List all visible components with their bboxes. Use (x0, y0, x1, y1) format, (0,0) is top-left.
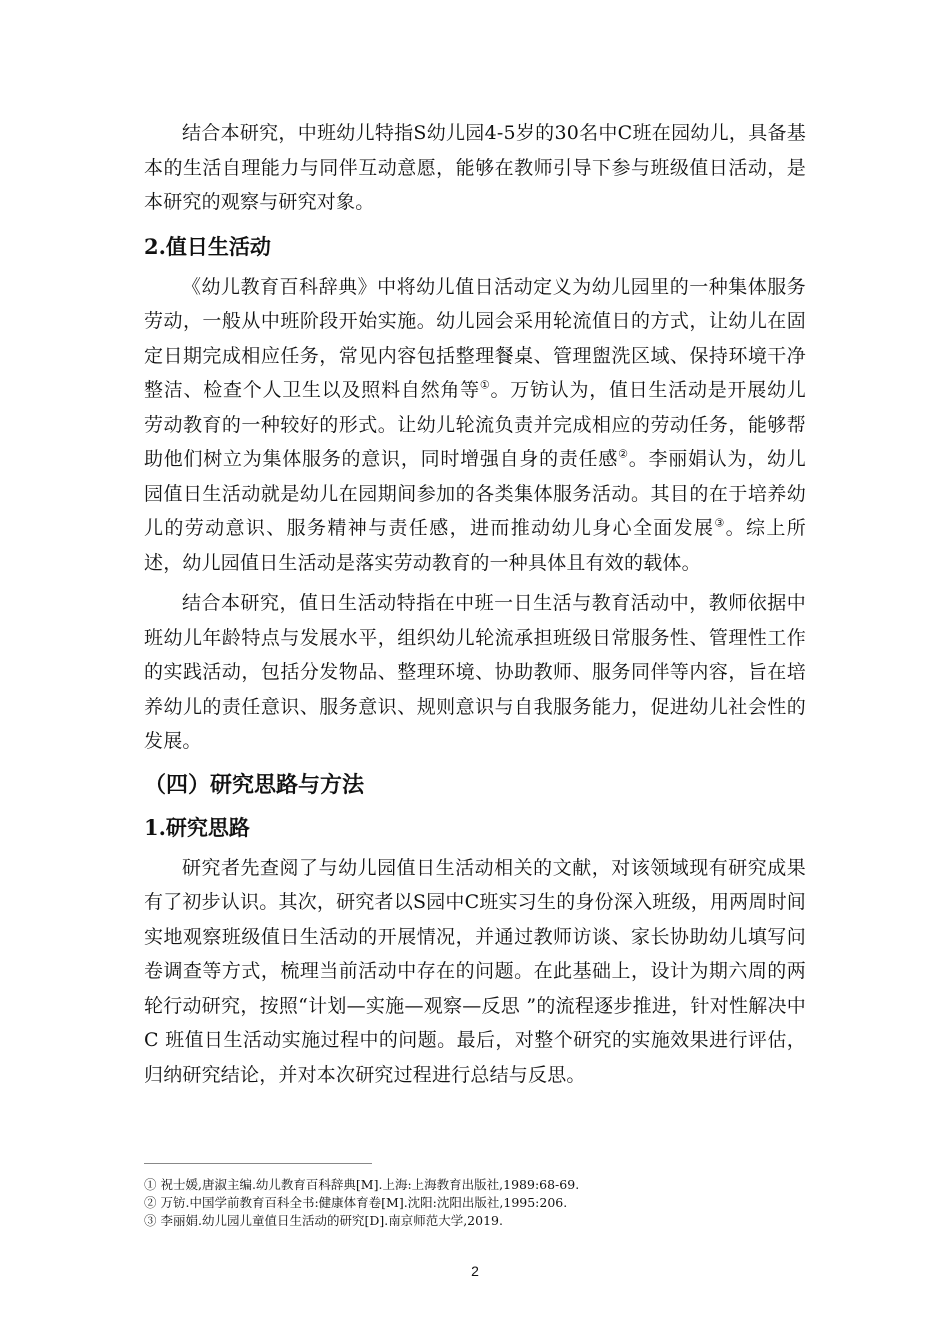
text-segment: 。万钫认为，值日生活动是开展幼儿劳动教育的一种较好的形式。让幼儿轮流负责并完成相应的劳动任务，能够帮助他们树立为集体服务的意识，同时增强自身的责任感 (144, 379, 807, 470)
paragraph-research-subject: 结合本研究，中班幼儿特指S幼儿园4-5岁的30名中C班在园幼儿，具备基本的生活自理能力与同伴互动意愿，能够在教师引导下参与班级值日活动，是本研究的观察与研究对象。 (144, 122, 806, 213)
footnote-2: ② 万钫.中国学前教育百科全书:健康体育卷[M].沈阳:沈阳出版社,1995:206. (144, 1195, 568, 1210)
main-text (144, 116, 806, 1098)
footnote-mark-2: ② (618, 447, 629, 461)
text-segment: 《幼儿教育百科辞典》中将幼儿值日活动定义为幼儿园里的一种集体服务劳动，一般从中班阶段开始实施。幼儿园会采用轮流值日的方式，让幼儿在固定日期完成相应任务，常见内容包括整理餐桌、管理盥洗区域、保持环境干净整洁、检查个人卫生以及照料自然角等 (144, 275, 806, 401)
heading-duty-activity: 2.值日生活动 (144, 233, 271, 259)
text-segment: 。综上所述，幼儿园值日生活动是落实劳动教育的一种具体且有效的载体。 (144, 517, 806, 574)
paragraph-duty-definition (144, 270, 806, 581)
page-number: 2 (471, 1263, 479, 1279)
footnote-1: ① 祝士媛,唐淑主编.幼儿教育百科辞典[M].上海:上海教育出版社,1989:68-69. (144, 1177, 580, 1192)
paragraph-research-approach: 研究者先查阅了与幼儿园值日生活动相关的文献，对该领域现有研究成果有了初步认识。其次，研究者以S园中C班实习生的身份深入班级，用两周时间实地观察班级值日生活动的开展情况，并通过教师访谈、家长协助幼儿填写问卷调查等方式，梳理当前活动中存在的问题。在此基础上，设计为期六周的两轮行动研究，按照“计划—实施—观察—反思 ”的流程逐步推进，针对性解决中C 班值日生活动实施过程中的问题。最后，对整个研究的实施效果进行评估，归纳研究结论，并对本次研究过程进行总结与反思。 (144, 856, 806, 1086)
heading-section-4: （四）研究思路与方法 (144, 771, 365, 798)
footnote-3: ③ 李丽娟.幼儿园儿童值日生活动的研究[D].南京师范大学,2019. (144, 1213, 503, 1228)
heading-research-approach: 1.研究思路 (144, 814, 250, 840)
footnotes (144, 1163, 806, 1230)
text-segment: 。李丽娟认为，幼儿园值日生活动就是幼儿在园期间参加的各类集体服务活动。其目的在于培养幼儿的劳动意识、服务精神与责任感，进而推动幼儿身心全面发展 (144, 448, 806, 539)
footnote-mark-3: ③ (714, 516, 726, 530)
paragraph-duty-scope: 结合本研究，值日生活动特指在中班一日生活与教育活动中，教师依据中班幼儿年龄特点与发展水平，组织幼儿轮流承担班级日常服务性、管理性工作的实践活动，包括分发物品、整理环境、协助教师、服务同伴等内容，旨在培养幼儿的责任意识、服务意识、规则意识与自我服务能力，促进幼儿社会性的发展。 (144, 592, 806, 752)
footnote-divider (144, 1163, 372, 1164)
footnote-mark-1: ① (479, 378, 491, 392)
